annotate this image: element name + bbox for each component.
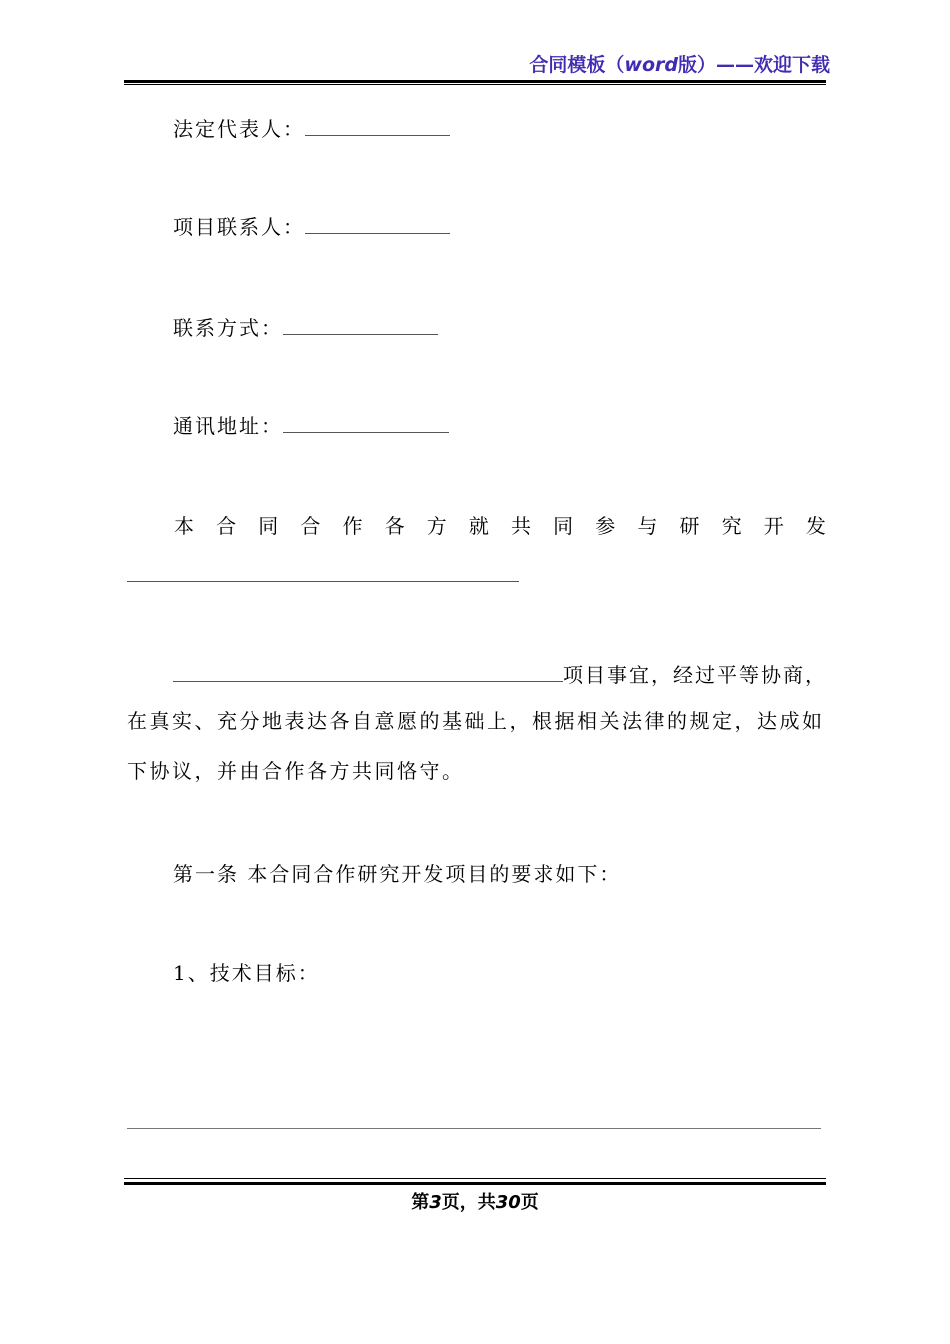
project-name-blank-2 [173,663,563,682]
intro-char: 参 [595,514,616,538]
intro-char: 合 [216,514,237,538]
intro-char: 就 [468,514,489,538]
header-title [529,50,830,77]
contact-person-blank [305,215,450,234]
page-mid: 页，共 [441,1192,496,1213]
intro-spread-line [174,510,826,539]
address-blank [283,414,449,433]
intro-char: 究 [721,514,742,538]
page-number: 3 [429,1192,442,1213]
address-label: 通讯地址： [173,414,283,438]
contact-method-label: 联系方式： [173,316,283,340]
intro-char: 与 [637,514,658,538]
intro-char: 本 [174,514,194,538]
intro-line2-text: 项目事宜，经过平等协商， [563,663,827,687]
legal-rep-field [173,113,450,142]
page-indicator [0,1188,950,1214]
intro-char: 各 [384,514,405,538]
page-total: 30 [495,1192,521,1213]
header-rule-thin [124,84,826,85]
intro-char: 作 [342,514,363,538]
header-title-word: word [624,54,678,76]
article1-title: 第一条 本合同合作研究开发项目的要求如下： [173,862,622,886]
intro-char: 同 [258,514,279,538]
article1-item1: 1、技术目标： [173,961,320,985]
intro-char: 研 [679,514,700,538]
intro-char: 开 [763,514,784,538]
page-suffix: 页 [520,1192,539,1213]
header-rule-thick [124,80,826,83]
intro-char: 同 [553,514,574,538]
footer-rule-thin [124,1178,826,1179]
item1-blank-line [127,1128,821,1129]
intro-line4: 下协议，并由合作各方共同恪守。 [127,759,465,783]
contact-method-field [173,312,438,341]
intro-line3: 在真实、充分地表达各自意愿的基础上，根据相关法律的规定，达成如 [127,709,825,733]
contact-person-label: 项目联系人： [173,215,305,239]
intro-char: 共 [511,514,531,538]
contact-method-blank [283,316,438,335]
page-prefix: 第 [411,1192,430,1213]
contact-person-field [173,211,450,240]
header-title-suffix: 版）——欢迎下载 [677,54,830,76]
intro-char: 合 [300,514,321,538]
address-field [173,410,449,439]
intro-char: 方 [426,514,447,538]
header-title-prefix: 合同模板（ [529,54,625,76]
intro-char: 发 [805,514,826,538]
legal-rep-blank [305,117,450,136]
footer-rule-thick [124,1182,826,1185]
project-name-blank [127,563,519,582]
intro-line2 [173,659,827,688]
legal-rep-label: 法定代表人： [173,117,305,141]
